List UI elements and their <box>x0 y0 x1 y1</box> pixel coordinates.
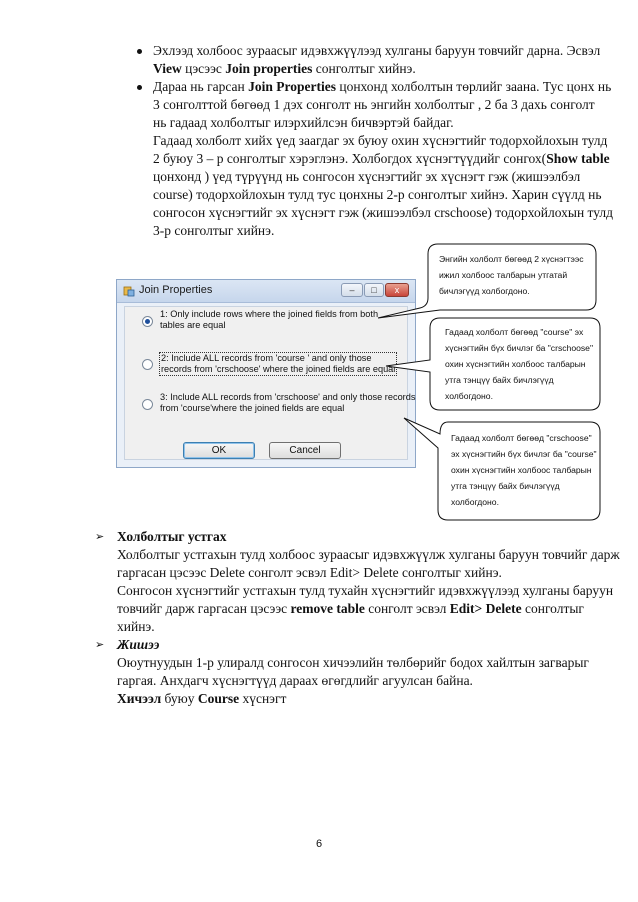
callout-2-text: Гадаад холболт бөгөөд "course" эх хүснэгтийн бүх бичлэг ба "crschoose" охин хүснэгтийн холбоос талбарын утга тэнцүү байх бичлэгүүд холбогдоно. <box>445 327 594 401</box>
callout-3-text: Гадаад холболт бөгөөд "crschoose" эх хүснэгтийн бүх бичлэг ба "course" охин хүснэгтийн холбоос талбарын утга тэнцүү байх бичлэгүүд холбогдоно. <box>451 433 597 507</box>
paragraph-line: 2 буюу 3 – р сонголтыг хэрэглэнэ. Холбогдох хүснэгтүүдийг сонгох(Show table <box>153 151 610 166</box>
paragraph-line: Эхлээд холбоос зураасыг идэвхжүүлээд хулганы баруун товчийг дарна. Эсвэл <box>153 43 601 58</box>
paragraph-line: Гадаад холболт хийх үед заагдаг эх буюу охин хүснэгтийг тодорхойлохын тулд <box>153 133 608 148</box>
paragraph-line: Хичээл буюу Course хүснэгт <box>117 691 287 706</box>
paragraph-line: гаргая. Анхдагч хүснэгтүүд дараах өгөгдлийг агуулсан байна. <box>117 673 473 688</box>
dialog-title: Join Properties <box>139 284 213 296</box>
arrow-bullet-icon: ➢ <box>95 638 105 651</box>
minimize-button[interactable]: – <box>341 283 363 297</box>
section-heading: Жишээ <box>117 637 160 652</box>
paragraph-line: цонхонд ) үед түрүүнд нь сонгосон хүснэгтийг эх хүснэгт гэж (жишээлбэл <box>153 169 581 184</box>
paragraph-line: хийнэ. <box>117 619 155 634</box>
paragraph-line: сонгосон хүснэгтийг эх хүснэгт гэж (жишээлбэл crschoose) тодорхойлохын тулд <box>153 205 614 220</box>
paragraph-line: Оюутнуудын 1-р улиралд сонгосон хичээлийн төлбөрийг бодох хайлтын загварыг <box>117 655 589 670</box>
cancel-button[interactable]: Cancel <box>269 442 341 459</box>
paragraph-line: View цэсээс Join properties сонголтыг хийнэ. <box>153 61 416 76</box>
arrow-bullet-icon: ➢ <box>95 530 105 543</box>
ok-button[interactable]: OK <box>183 442 255 459</box>
option2-label[interactable]: 2: Include ALL records from 'course ' and only those records from 'crschoose' where the joined fields are equal <box>161 353 396 374</box>
close-x-button[interactable]: x <box>385 283 409 297</box>
option1-label[interactable]: 1: Only include rows where the joined fields from both tables are equal <box>160 309 379 330</box>
paragraph-line: товчийг дарж гаргасан цэсээс remove table сонголт эсвэл Edit> Delete сонголтыг <box>117 601 584 616</box>
paragraph-line: нь гадаад холболтыг илэрхийлсэн бичвэртэй байдаг. <box>153 115 454 130</box>
paragraph-line: Дараа нь гарсан Join Properties цонхонд холболтын төрлийг заана. Тус цонх нь <box>153 79 612 94</box>
page-number: 6 <box>315 838 323 850</box>
paragraph-line: 3-р сонголтыг хийнэ. <box>153 223 275 238</box>
paragraph-line: гаргасан цэсээс Delete сонголт эсвэл Edit> Delete сонголтыг хийнэ. <box>117 565 502 580</box>
paragraph-line: Холболтыг устгахын тулд холбоос зураасыг идэвхжүүлж хулганы баруун товчийг дарж <box>117 547 620 562</box>
paragraph-line: 3 сонголттой бөгөөд 1 дэх сонголт нь энгийн холболтыг , 2 ба 3 дахь сонголт <box>153 97 595 112</box>
paragraph-line: Сонгосон хүснэгтийг устгахын тулд тухайн хүснэгтийг идэвхжүүлээд хулганы баруун <box>117 583 614 598</box>
option3-label[interactable]: 3: Include ALL records from 'crschoose' and only those records from 'course'where the joined fields are equal <box>160 392 416 413</box>
section-heading: Холболтыг устгах <box>117 529 227 544</box>
paragraph-line: course) тодорхойлохын тулд тус цонхны 2-р сонголтыг хийнэ. Харин сүүлд нь <box>153 187 602 202</box>
callout-1-text: Энгийн холболт бөгөөд 2 хүснэгтээс ижил холбоос талбарын утгатай бичлэгүүд холбогдоно. <box>439 254 584 296</box>
maximize-button[interactable]: □ <box>364 283 384 297</box>
